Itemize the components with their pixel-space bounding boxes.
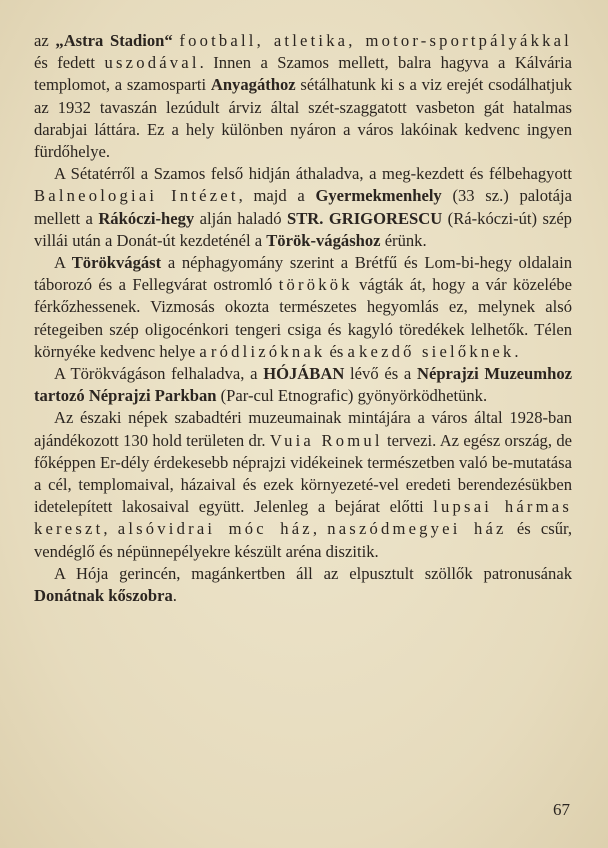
text-run: vágták át, hogy a vár közelébe férkőzhessenek. Vizmosás okozta természetes hegyomlás ez, melynek alsó rétegeiben szép oligocénkori tengeri csiga és kagyló töredékek lelhetők. Télen környéke kedvenc helye a bbox=[34, 275, 572, 361]
page-number: 67 bbox=[553, 800, 570, 819]
paragraph-6 bbox=[34, 563, 572, 607]
spaced-term: uszodával bbox=[104, 53, 200, 73]
paragraph-4 bbox=[34, 363, 572, 407]
spaced-term: lupsai hármas kereszt bbox=[34, 497, 572, 539]
text-run: alján haladó bbox=[194, 208, 287, 228]
text-run: és a bbox=[325, 341, 360, 361]
paragraph-1 bbox=[34, 30, 572, 163]
text-run: . Innen a Szamos mellett, balra hagyva a Kálvária templomot, a szamosparti bbox=[34, 53, 572, 95]
text-run: A bbox=[54, 253, 72, 273]
spaced-term: naszódmegyei ház bbox=[327, 519, 507, 539]
bold-term: Anyagáthoz bbox=[210, 75, 296, 95]
paragraph-3 bbox=[34, 252, 572, 363]
spaced-term: alsóvidrai móc ház bbox=[117, 519, 313, 539]
bold-term: HÓJÁBAN bbox=[263, 364, 345, 384]
text-run: érünk. bbox=[380, 230, 427, 250]
bold-term: Néprajzi Muzeumhoz tartozó Néprajzi Parkban bbox=[34, 364, 572, 406]
paragraph-2 bbox=[34, 163, 572, 252]
bold-term: Donátnak kőszobra bbox=[34, 586, 173, 606]
text-run: , bbox=[312, 519, 328, 539]
text-run: , bbox=[103, 519, 118, 539]
text-run: és csűr, vendéglő és népünnepélyekre készült aréna diszitik. bbox=[34, 519, 573, 561]
bold-term: Rákóczi-hegy bbox=[98, 208, 195, 228]
text-run: . bbox=[514, 341, 519, 361]
bold-term: „Astra Stadion“ bbox=[55, 31, 173, 50]
spaced-term: football, atletika, motor-sportpályákkal bbox=[179, 31, 572, 50]
spaced-term: ródlizóknak bbox=[210, 341, 326, 361]
bold-term: Törökvágást bbox=[71, 253, 162, 273]
spaced-term: Vuia Romul bbox=[269, 430, 383, 450]
text-run: (33 sz.) palotája mellett a bbox=[34, 186, 572, 228]
text-run: A Hója gerincén, magánkertben áll az elpusztult szöllők patronusának bbox=[54, 563, 572, 583]
paragraph-5 bbox=[34, 407, 572, 562]
text-run: (Rá-kóczi-út) szép villái után a Donát-út kezdeténél a bbox=[34, 208, 572, 250]
text-run: tervezi. Az egész ország, de főképpen Er-dély érdekesebb néprajzi vidékeinek természetben való be-mutatása a cél, templomaival, házaival és ezek környezeté-vel eredeti berendezésükben idetelepített lakosaival együtt. Jelenleg a bejárat előtti bbox=[34, 430, 572, 517]
body-text bbox=[34, 30, 572, 607]
text-run: , majd a bbox=[238, 186, 316, 206]
text-run: az bbox=[34, 31, 56, 50]
text-run: Az északi népek szabadtéri muzeumainak mintájára a város által 1928-ban ajándékozott 130 hold területen dr. bbox=[34, 408, 572, 450]
spaced-term: kezdő sielőknek bbox=[359, 341, 515, 361]
bold-term: Gyermekmenhely bbox=[315, 186, 442, 206]
text-run: A Sétatérről a Szamos felső hidján áthaladva, a meg-kezdett és félbehagyott bbox=[54, 164, 572, 184]
text-run: (Par-cul Etnografic) gyönyörködhetünk. bbox=[216, 386, 488, 406]
bold-term: STR. GRIGORESCU bbox=[286, 208, 443, 228]
text-run: lévő és a bbox=[344, 364, 417, 384]
text-run: A Törökvágáson felhaladva, a bbox=[54, 364, 264, 384]
text-run: sétálhatunk ki s a viz erejét csodálhatjuk az 1932 tavaszán lezúdult árviz által szét-szaggatott vasbeton gát hatalmas darabjai láttára. Ez a hely különben nyáron a város lakóinak kedvenc ingyen fürdőhelye. bbox=[34, 75, 572, 162]
text-run: és fedett bbox=[34, 53, 105, 73]
text-run: . bbox=[172, 586, 177, 606]
spaced-term: törökök bbox=[278, 275, 353, 295]
bold-term: Török-vágáshoz bbox=[266, 230, 381, 250]
spaced-term: Balneologiai Intézet bbox=[34, 186, 239, 206]
text-run: a néphagyomány szerint a Brétfű és Lom-bi-hegy oldalain táborozó és a Fellegvárat ostromló bbox=[34, 253, 573, 295]
